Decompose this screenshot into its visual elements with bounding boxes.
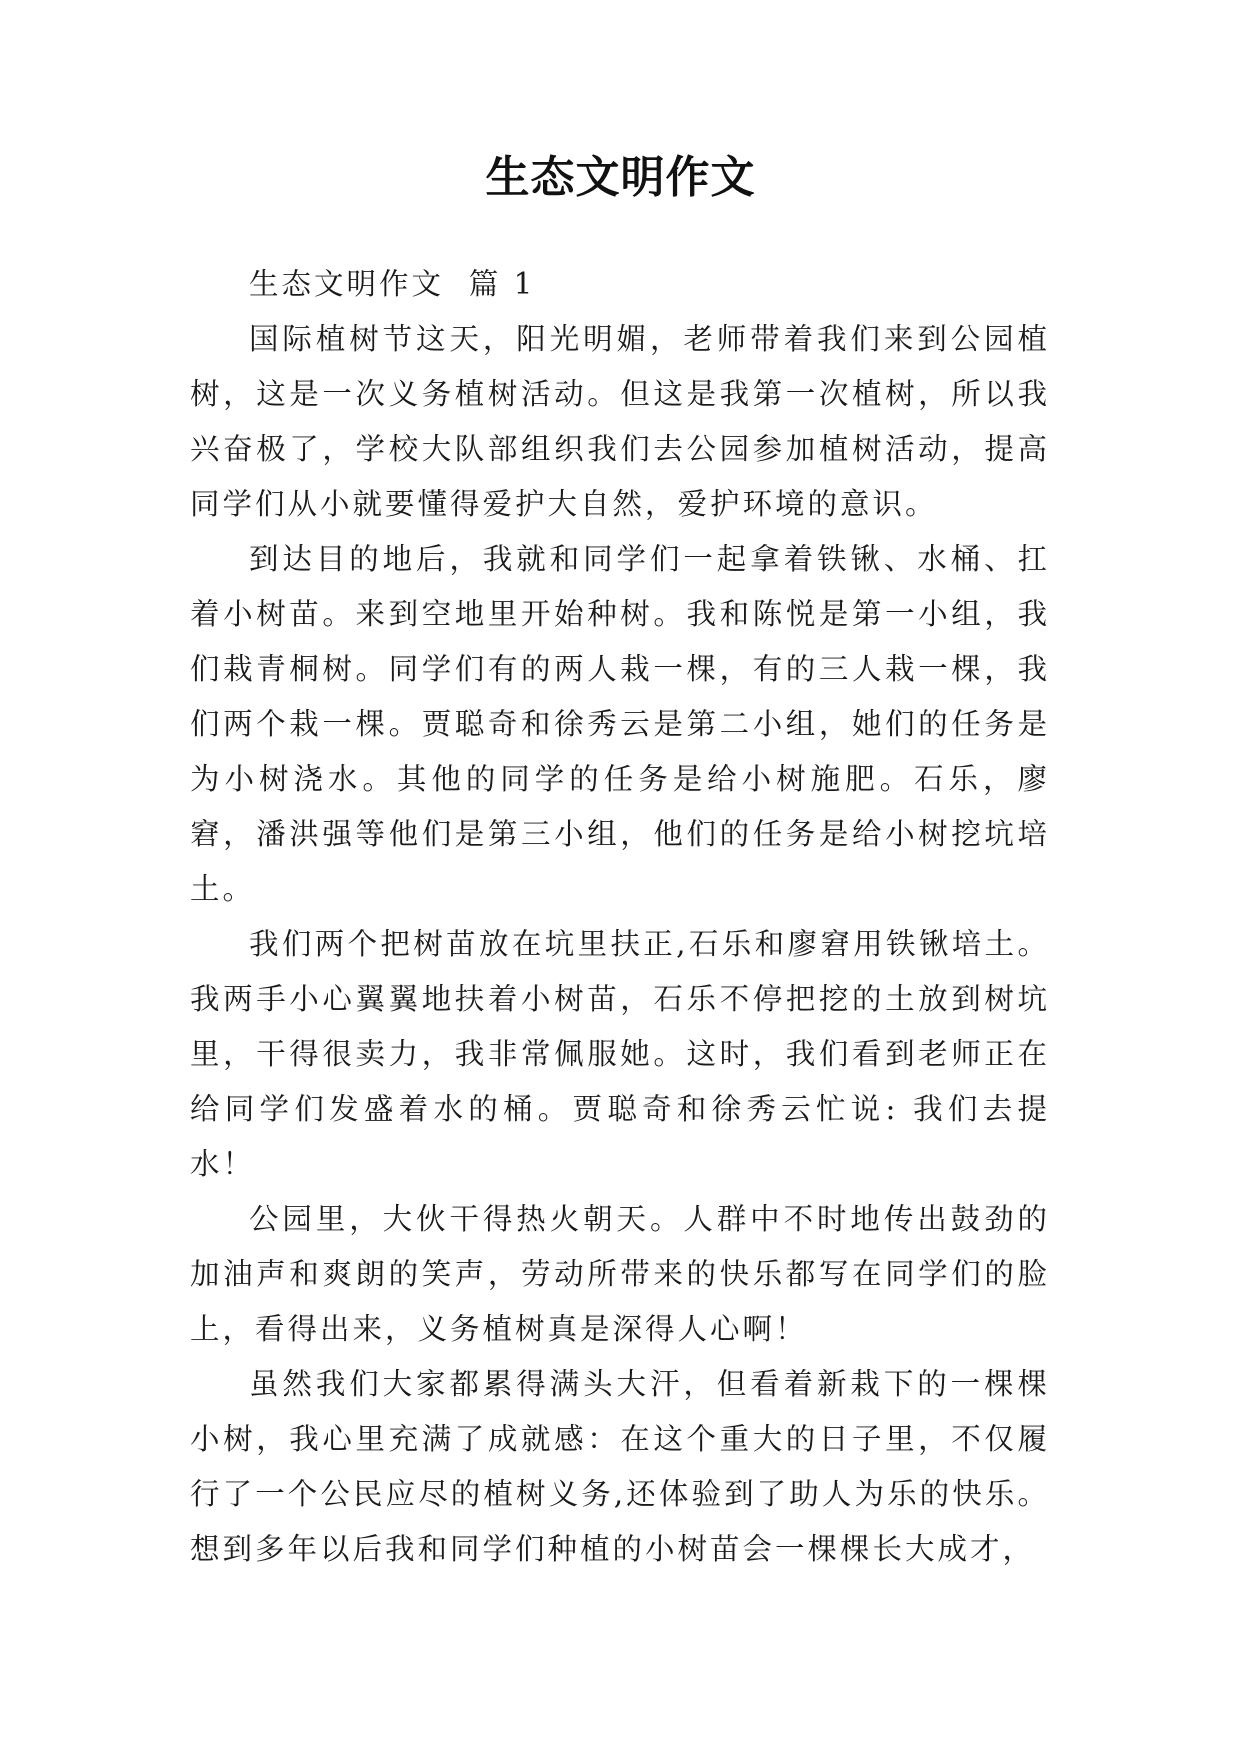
paragraph: 到达目的地后，我就和同学们一起拿着铁锹、水桶、扛着小树苗。来到空地里开始种树。我和陈悦是第一小组，我们栽青桐树。同学们有的两人栽一棵，有的三人栽一棵，我们两个栽一棵。贾聪奇和徐秀云是第二小组，她们的任务是为小树浇水。其他的同学的任务是给小树施肥。石乐，廖窘，潘洪强等他们是第三小组，他们的任务是给小树挖坑培土。 bbox=[190, 542, 1050, 906]
paragraph: 我们两个把树苗放在坑里扶正,石乐和廖窘用铁锹培土。我两手小心翼翼地扶着小树苗，石乐不停把挖的土放到树坑里，干得很卖力，我非常佩服她。这时，我们看到老师正在给同学们发盛着水的桶。贾聪奇和徐秀云忙说: 我们去提水！ bbox=[190, 927, 1050, 1181]
paragraph: 虽然我们大家都累得满头大汗，但看着新栽下的一棵棵小树，我心里充满了成就感：在这个重大的日子里，不仅履行了一个公民应尽的植树义务,还体验到了助人为乐的快乐。想到多年以后我和同学们种植的小树苗会一棵棵长大成才， bbox=[190, 1367, 1050, 1566]
paragraph: 公园里，大伙干得热火朝天。人群中不时地传出鼓劲的加油声和爽朗的笑声，劳动所带来的快乐都写在同学们的脸上，看得出来，义务植树真是深得人心啊！ bbox=[190, 1202, 1050, 1346]
document-title: 生态文明作文 bbox=[485, 152, 756, 203]
section-heading: 生态文明作文 篇 1 bbox=[249, 267, 536, 301]
document-body bbox=[190, 257, 1050, 1577]
paragraph: 国际植树节这天，阳光明媚，老师带着我们来到公园植树，这是一次义务植树活动。但这是我第一次植树，所以我兴奋极了，学校大队部组织我们去公园参加植树活动，提高同学们从小就要懂得爱护大自然，爱护环境的意识。 bbox=[190, 322, 1050, 521]
